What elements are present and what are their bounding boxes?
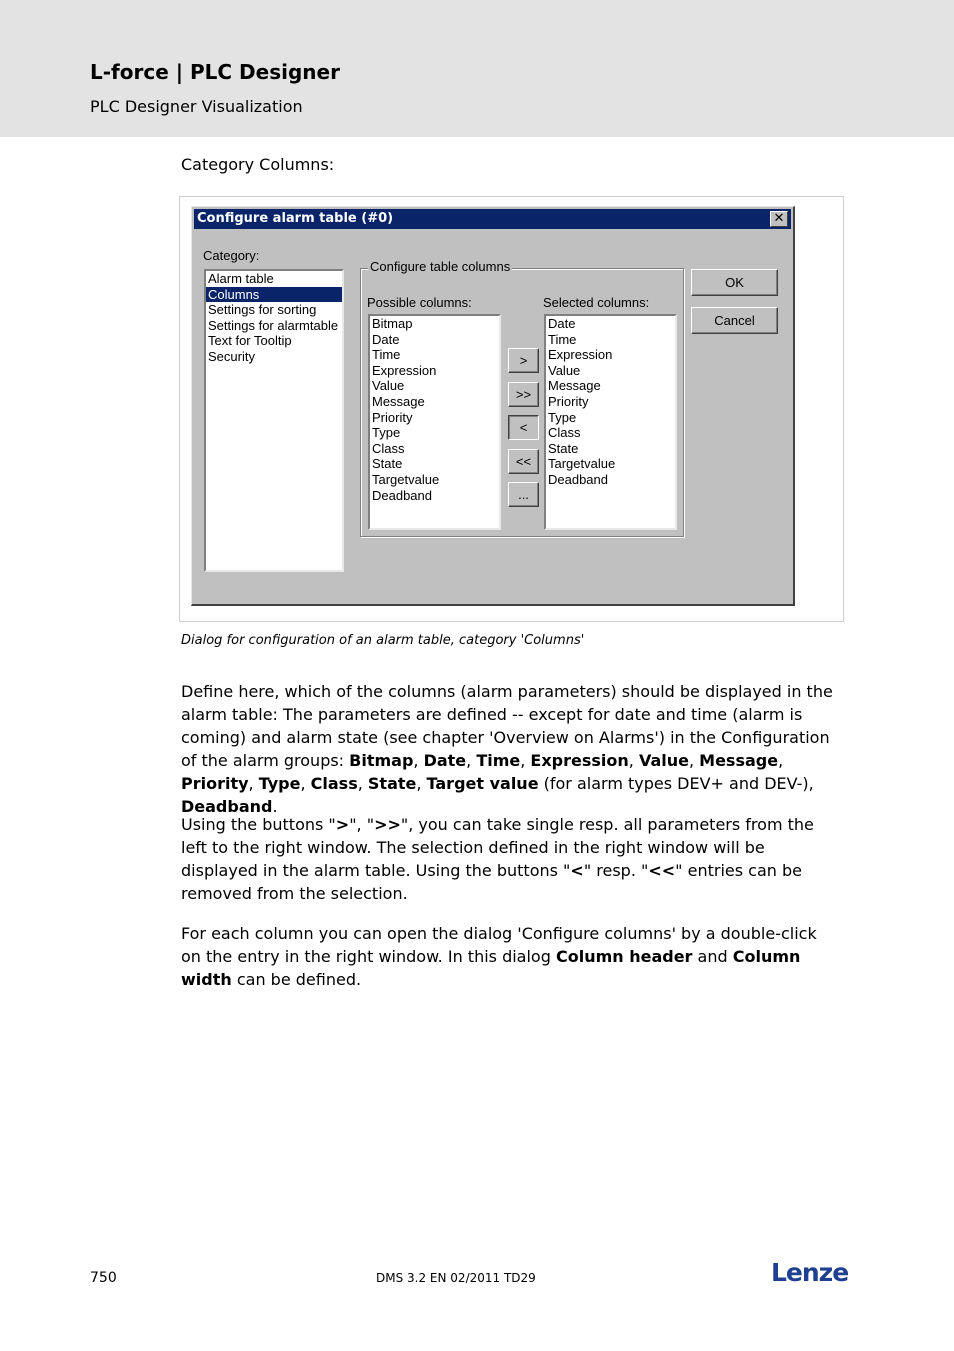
category-item[interactable]: Settings for sorting bbox=[208, 302, 317, 318]
selected-columns-label: Selected columns: bbox=[543, 295, 650, 310]
paragraph-intro: Define here, which of the columns (alarm parameters) should be displayed in the alarm table: The parameters are defined -- except for date and time (alarm is coming) and alarm state (see chapter 'Overview on Alarms') in the Configuration of the alarm groups: bbox=[181, 682, 833, 770]
section-label: Category Columns: bbox=[181, 155, 335, 174]
document-subtitle: PLC Designer Visualization bbox=[90, 97, 303, 116]
selected-column-item[interactable]: Time bbox=[548, 331, 577, 347]
possible-column-item[interactable]: Time bbox=[372, 347, 401, 363]
document-title: L-force | PLC Designer bbox=[90, 60, 340, 84]
more-button[interactable]: ... bbox=[508, 482, 539, 507]
selected-column-item[interactable]: Expression bbox=[548, 347, 613, 363]
category-item[interactable]: Columns bbox=[206, 287, 342, 303]
param-deadband: Deadband bbox=[181, 797, 273, 816]
text-segment: ", " bbox=[349, 815, 375, 834]
possible-column-item[interactable]: Expression bbox=[372, 362, 437, 378]
document-reference: DMS 3.2 EN 02/2011 TD29 bbox=[376, 1271, 536, 1285]
column-width-term: Column width bbox=[181, 947, 801, 989]
possible-columns-list[interactable] bbox=[368, 314, 501, 530]
selected-column-item[interactable]: State bbox=[548, 440, 579, 456]
paragraph-columns bbox=[181, 680, 841, 818]
paragraph-end: . bbox=[272, 797, 278, 816]
text-segment: Using the buttons " bbox=[181, 815, 336, 834]
parameter-list: Bitmap, Date, Time, Expression, Value, Message, Priority, Type, Class, State, bbox=[181, 751, 784, 793]
selected-column-item[interactable]: Date bbox=[548, 316, 576, 331]
add-all-button[interactable]: >> bbox=[508, 382, 539, 407]
close-icon: ✕ bbox=[773, 211, 785, 226]
target-note: (for alarm types DEV+ and DEV-), bbox=[538, 774, 814, 793]
category-label: Category: bbox=[203, 248, 260, 263]
remove-one-button[interactable]: < bbox=[508, 415, 539, 440]
possible-column-item[interactable]: Priority bbox=[372, 409, 413, 425]
selected-column-item[interactable]: Deadband bbox=[548, 471, 608, 487]
lenze-logo: Lenze bbox=[771, 1258, 849, 1287]
paragraph-configure-columns bbox=[181, 922, 841, 991]
selected-column-item[interactable]: Message bbox=[548, 378, 601, 394]
dialog-title: Configure alarm table (#0) bbox=[197, 211, 394, 226]
text-segment: can be defined. bbox=[231, 970, 362, 989]
possible-column-item[interactable]: State bbox=[372, 456, 403, 472]
possible-column-item[interactable]: Bitmap bbox=[372, 316, 413, 331]
possible-column-item[interactable]: Date bbox=[372, 331, 400, 347]
possible-columns-label: Possible columns: bbox=[367, 295, 472, 310]
configure-alarm-table-dialog bbox=[191, 206, 795, 606]
possible-column-item[interactable]: Deadband bbox=[372, 487, 432, 503]
selected-column-item[interactable]: Targetvalue bbox=[548, 456, 616, 472]
selected-columns-list[interactable] bbox=[544, 314, 677, 530]
text-segment: ", you can take single resp. all parameters from the left to the right window. The selection defined in the right window will be displayed in the alarm table. Using the buttons " bbox=[181, 815, 814, 880]
cancel-button[interactable]: Cancel bbox=[691, 307, 778, 334]
selected-column-item[interactable]: Priority bbox=[548, 393, 589, 409]
dialog-titlebar[interactable] bbox=[194, 209, 791, 229]
page-number: 750 bbox=[90, 1270, 117, 1286]
category-item[interactable]: Alarm table bbox=[208, 271, 274, 286]
param-name: Priority bbox=[181, 774, 249, 793]
param-name: Class bbox=[310, 774, 358, 793]
group-title: Configure table columns bbox=[370, 259, 511, 274]
selected-column-item[interactable]: Value bbox=[548, 362, 581, 378]
param-name: Bitmap bbox=[349, 751, 414, 770]
text-segment: " resp. " bbox=[583, 861, 649, 880]
remove-all-button[interactable]: << bbox=[508, 449, 539, 474]
text-segment: " entries can be removed from the selection. bbox=[181, 861, 802, 903]
text-segment: and bbox=[692, 947, 733, 966]
param-name: Type bbox=[258, 774, 301, 793]
column-header-term: Column header bbox=[555, 947, 693, 966]
possible-column-item[interactable]: Type bbox=[372, 425, 401, 441]
param-name: Expression bbox=[530, 751, 629, 770]
param-name: Date bbox=[423, 751, 467, 770]
param-name: Time bbox=[476, 751, 521, 770]
button-ref: < bbox=[570, 861, 584, 880]
param-target-value: Target value bbox=[426, 774, 539, 793]
selected-column-item[interactable]: Class bbox=[548, 425, 581, 441]
category-item[interactable]: Security bbox=[208, 348, 255, 364]
button-ref: >> bbox=[374, 815, 401, 834]
button-ref: > bbox=[335, 815, 350, 834]
text-segment: For each column you can open the dialog 'Configure columns' by a double-click on the entry in the right window. In this dialog bbox=[181, 924, 817, 966]
category-item[interactable]: Settings for alarmtable bbox=[208, 317, 339, 333]
button-ref: << bbox=[648, 861, 676, 880]
paragraph-buttons bbox=[181, 813, 841, 905]
category-item[interactable]: Text for Tooltip bbox=[208, 333, 292, 349]
selected-column-item[interactable]: Type bbox=[548, 409, 577, 425]
category-list[interactable] bbox=[204, 269, 344, 572]
param-name: State bbox=[367, 774, 417, 793]
possible-column-item[interactable]: Class bbox=[372, 440, 405, 456]
ok-button[interactable]: OK bbox=[691, 269, 778, 296]
param-name: Value bbox=[638, 751, 689, 770]
add-one-button[interactable]: > bbox=[508, 348, 539, 373]
possible-column-item[interactable]: Message bbox=[372, 393, 425, 409]
possible-column-item[interactable]: Targetvalue bbox=[372, 471, 440, 487]
param-name: Message bbox=[699, 751, 779, 770]
figure-caption: Dialog for configuration of an alarm table, category 'Columns' bbox=[181, 633, 585, 648]
possible-column-item[interactable]: Value bbox=[372, 378, 405, 394]
close-button[interactable] bbox=[770, 211, 788, 227]
